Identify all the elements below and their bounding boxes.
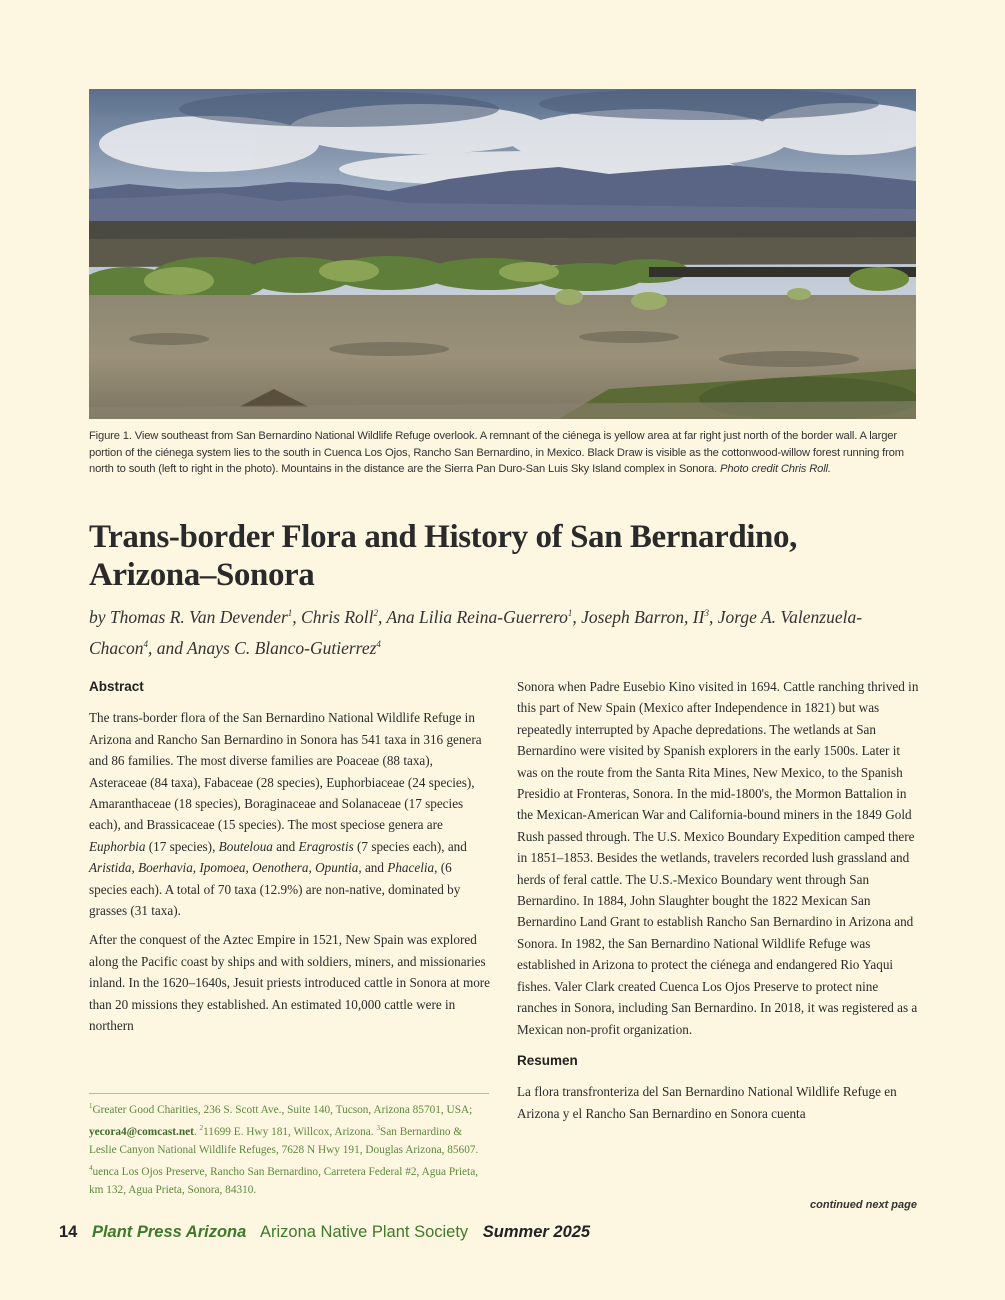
affiliations-footnote [89, 1097, 491, 1199]
genus-name: Phacelia [387, 860, 435, 876]
resumen-heading: Resumen [517, 1052, 578, 1068]
footnote-text: 11699 E. Hwy 181, Willcox, Arizona. [203, 1125, 377, 1138]
affiliation-mark: 3 [704, 608, 709, 618]
author-separator: , [572, 606, 582, 627]
author-separator: , and [147, 637, 188, 658]
footnote-text: San Bernardino & Leslie Canyon National Wildlife Refuges, 7628 N Hwy 191, Douglas Arizona, 85607. [89, 1125, 479, 1156]
author-separator: , [708, 606, 718, 627]
footnote-text: . [193, 1125, 200, 1138]
footnote-mark: 4 [89, 1164, 93, 1173]
author-separator: , [292, 606, 302, 627]
author-name: Ana Lilia Reina-Guerrero [386, 606, 568, 627]
author-separator: , [378, 606, 387, 627]
issue-label: Summer 2025 [482, 1223, 591, 1241]
abstract-paragraph-2: After the conquest of the Aztec Empire in 1521, New Spain was explored along the Pacific coast by ships and with soldiers, miners, and missionaries inland. In the 1620–1640s, Jesuit priests introduced cattle in Sonora at more than 20 missions they established. An estimated 10,000 cattle were in northern [89, 932, 491, 1034]
abstract-text: , (6 species each). A total of 70 taxa (12.9%) are non-native, dominated by grasses (31 taxa). [89, 860, 461, 919]
figure-caption [89, 428, 919, 478]
page-number: 14 [59, 1223, 78, 1241]
publication-name: Plant Press Arizona [91, 1223, 247, 1241]
article-title: Trans-border Flora and History of San Bernardino, Arizona–Sonora [89, 519, 797, 593]
affiliation-mark: 4 [376, 638, 381, 649]
byline-prefix: by [89, 606, 110, 627]
abstract-text: (7 species each), and [353, 838, 467, 854]
author-email-link[interactable]: yecora4@comcast.net [89, 1125, 194, 1138]
abstract-text: and [272, 838, 299, 854]
author-name: Anays C. Blanco-Gutierrez [187, 637, 377, 658]
genus-name: Aristida, Boerhavia, Ipomoea, Oenothera, Opuntia, [89, 860, 362, 876]
abstract-text: (17 species), [145, 838, 219, 854]
page-footer [59, 1223, 959, 1242]
photo-credit: Photo credit Chris Roll. [720, 463, 831, 475]
abstract-text: The trans-border flora of the San Bernardino National Wildlife Refuge in Arizona and Rancho San Bernardino in Sonora has 541 taxa in 316 genera and 86 families. The most diverse families are Poaceae (88 taxa), Asteraceae (84 taxa), Fabaceae (28 species), Euphorbiaceae (24 species), Amaranthaceae (18 species), Boraginaceae and Solanaceae (17 species each), and Brassicaceae (15 species). The most speciose genera are [89, 710, 482, 833]
footnote-mark: 2 [199, 1123, 204, 1132]
affiliation-mark: 1 [567, 608, 573, 618]
affiliation-mark: 2 [373, 608, 378, 618]
affiliation-mark: 4 [143, 638, 148, 649]
genus-name: Eragrostis [298, 838, 354, 854]
footnote-mark: 3 [376, 1123, 380, 1132]
footnote-mark: 1 [89, 1102, 93, 1110]
right-column [517, 676, 919, 1132]
author-name: Chris Roll [301, 606, 374, 627]
author-byline [89, 600, 919, 662]
footnote-text: Greater Good Charities, 236 S. Scott Ave., Suite 140, Tucson, Arizona 85701, USA; [92, 1103, 473, 1116]
landscape-illustration [89, 89, 916, 419]
left-column [89, 676, 491, 1045]
abstract-paragraph-1 [89, 707, 491, 921]
abstract-heading: Abstract [89, 679, 144, 694]
resumen-paragraph: La flora transfronteriza del San Bernardino National Wildlife Refuge en Arizona y el Rancho San Bernardino en Sonora cuenta [517, 1084, 897, 1121]
continued-next-page: continued next page [810, 1199, 917, 1211]
author-name: Thomas R. Van Devender [109, 606, 288, 627]
figure-caption-text: Figure 1. View southeast from San Bernardino National Wildlife Refuge overlook. A remnant of the ciénega is yellow area at far right just north of the border wall. A larger portion of the ciénega system lies to the south in Cuenca Los Ojos, Rancho San Bernardino, in Mexico. Black Draw is visible as the cottonwood-willow forest running from north to south (left to right in the photo). Mountains in the distance are the Sierra Pan Duro-San Luis Sky Island complex in Sonora. [89, 430, 904, 475]
footnote-divider [89, 1093, 489, 1094]
affiliation-mark: 1 [287, 608, 293, 618]
history-paragraph: Sonora when Padre Eusebio Kino visited in 1694. Cattle ranching thrived in this part of New Spain (Mexico after Independence in 1821) but was repeatedly interrupted by Apache depredations. The wetlands at San Bernardino were visited by Spanish explorers in the early 1500s. Later it was on the route from the Santa Rita Mines, New Mexico, to the Spanish Presidio at Fronteras, Sonora. In the mid-1800's, the Mormon Battalion in the Mexican-American War and California-bound miners in the 1849 Gold Rush passed through. The U.S. Mexico Boundary Expedition camped there in 1851–1853. Besides the wetlands, travelers recorded lush grassland and herds of feral cattle. The U.S.-Mexico Boundary went through San Bernardino. In 1884, John Slaughter bought the 1822 Mexican San Bernardino Land Grant to establish Rancho San Bernardino in Arizona and Sonora. In 1982, the San Bernardino National Wildlife Refuge was established in Arizona to protect the ciénega and endangered Rio Yaqui fishes. Valer Clark created Cuenca Los Ojos Preserve to protect nine ranches in Sonora, including San Bernardino. In 2018, it was registered as a Mexican non-profit organization. [517, 679, 919, 1037]
author-name: Joseph Barron, II [581, 606, 705, 627]
footnote-text: uenca Los Ojos Preserve, Rancho San Bernardino, Carretera Federal #2, Agua Prieta, km 132, Agua Prieta, Sonora, 84310. [89, 1165, 479, 1197]
author-name: Jorge A. Valenzuela-Chacon [89, 606, 863, 658]
abstract-text: and [361, 860, 388, 876]
genus-name: Bouteloua [218, 838, 273, 854]
society-name: Arizona Native Plant Society [260, 1223, 469, 1241]
landscape-photo [89, 89, 916, 419]
genus-name: Euphorbia [89, 838, 146, 854]
